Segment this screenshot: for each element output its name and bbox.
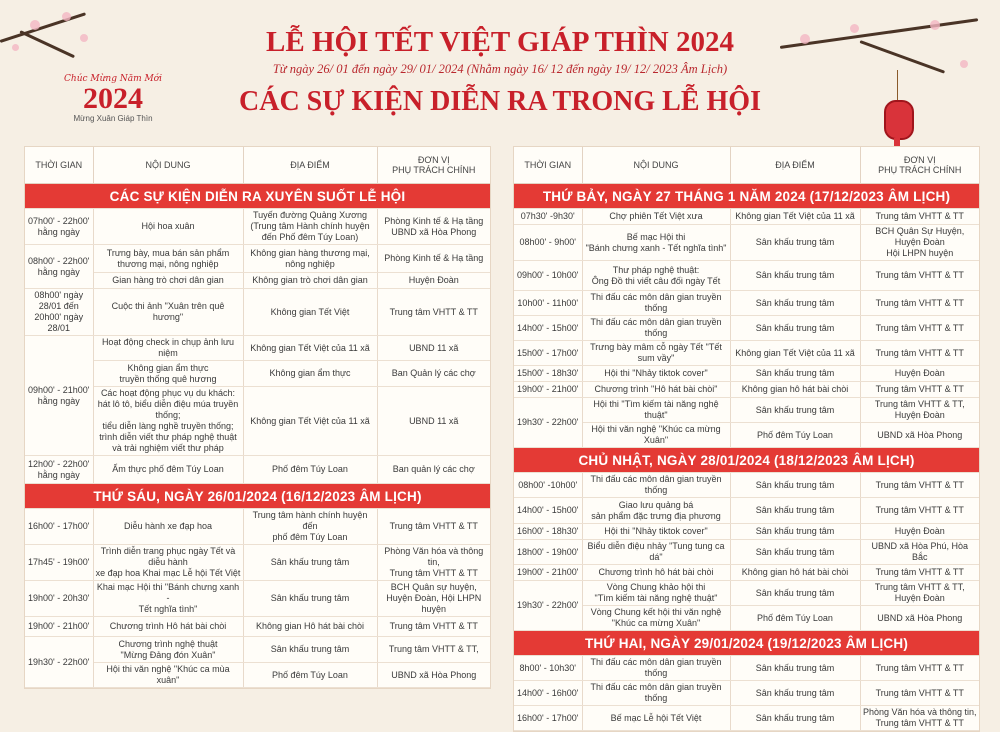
event-place: Phố đêm Túy Loan [243, 456, 377, 484]
event-unit: Trung tâm VHTT & TT [860, 656, 979, 681]
table-row [514, 382, 979, 398]
event-time: 08h00' -10h00' [514, 473, 582, 498]
event-unit: Trung tâm VHTT & TT, [377, 637, 490, 663]
table-header-row [514, 147, 979, 184]
table-row [514, 225, 979, 261]
event-time: 16h00' - 18h30' [514, 524, 582, 540]
event-time: 09h00' - 21h00' hằng ngày [25, 336, 93, 456]
table-row [514, 498, 979, 524]
event-place: Trung tâm hành chính huyện đến phố đêm Túy Loan [243, 509, 377, 545]
section-title: THỨ HAI, NGÀY 29/01/2024 (19/12/2023 ÂM LỊCH) [514, 631, 979, 656]
table-row [25, 387, 490, 456]
table-row [514, 581, 979, 606]
event-time: 08h00' - 9h00' [514, 225, 582, 261]
col-content: NỘI DUNG [582, 147, 730, 184]
section-header [25, 184, 490, 209]
event-time: 15h00' - 18h30' [514, 366, 582, 382]
section-title: CÁC SỰ KIỆN DIỄN RA XUYÊN SUỐT LỄ HỘI [25, 184, 490, 209]
event-content: Chương trình Hô hát bài chòi [93, 617, 243, 637]
event-content: Thi đấu các môn dân gian truyền thống [582, 656, 730, 681]
event-place: Phố đêm Túy Loan [730, 606, 860, 631]
event-place: Không gian hô hát bài chòi [730, 565, 860, 581]
event-content: Ẩm thực phố đêm Túy Loan [93, 456, 243, 484]
event-content: Khai mạc Hội thi "Bánh chưng xanh - Tết nghĩa tình" [93, 581, 243, 617]
event-unit: UBND 11 xã [377, 387, 490, 456]
event-unit: UBND 11 xã [377, 336, 490, 361]
table-row [514, 524, 979, 540]
events-heading: CÁC SỰ KIỆN DIỄN RA TRONG LỄ HỘI [239, 86, 761, 117]
table-row [514, 261, 979, 291]
event-unit: Trung tâm VHTT & TT [377, 617, 490, 637]
col-unit: ĐƠN VỊ PHỤ TRÁCH CHÍNH [860, 147, 979, 184]
event-time: 09h00' - 10h00' [514, 261, 582, 291]
event-place: Tuyến đường Quảng Xương (Trung tâm Hành chính huyện đến Phố đêm Túy Loan) [243, 209, 377, 245]
table-row [514, 540, 979, 565]
event-content: Thư pháp nghệ thuật: Ông Đồ thi viết câu đối ngày Tết [582, 261, 730, 291]
event-unit: Trung tâm VHTT & TT [860, 382, 979, 398]
event-place: Không gian Tết Việt [243, 289, 377, 336]
table-row [514, 341, 979, 366]
event-content: Chương trình hô hát bài chòi [582, 565, 730, 581]
table-row [514, 606, 979, 631]
section-title: CHỦ NHẬT, NGÀY 28/01/2024 (18/12/2023 ÂM LỊCH) [514, 448, 979, 473]
logo-caption: Mừng Xuân Giáp Thìn [73, 114, 153, 123]
event-unit: Trung tâm VHTT & TT [860, 473, 979, 498]
col-unit: ĐƠN VỊ PHỤ TRÁCH CHÍNH [377, 147, 490, 184]
event-place: Sân khấu trung tâm [730, 225, 860, 261]
col-place: ĐỊA ĐIỂM [243, 147, 377, 184]
event-time: 07h30' -9h30' [514, 209, 582, 225]
event-content: Vòng Chung kết hội thi văn nghệ "Khúc ca mừng Xuân" [582, 606, 730, 631]
event-time: 19h00' - 21h00' [514, 565, 582, 581]
table-row [25, 336, 490, 361]
schedule-panel-right [513, 146, 980, 732]
event-time: 8h00' - 10h30' [514, 656, 582, 681]
event-content: Hội thi văn nghệ "Khúc ca mùa xuân" [93, 663, 243, 688]
table-row [25, 456, 490, 484]
event-unit: BCH Quân Sự Huyện, Huyện Đoàn Hội LHPN huyện [860, 225, 979, 261]
section-header [514, 631, 979, 656]
event-content: Thi đấu các môn dân gian truyền thống [582, 291, 730, 316]
festival-dates: Từ ngày 26/ 01 đến ngày 29/ 01/ 2024 (Nhằm ngày 16/ 12 đến ngày 19/ 12/ 2023 Âm Lịch) [272, 62, 728, 76]
event-unit: Trung tâm VHTT & TT [860, 261, 979, 291]
event-time: 19h30' - 22h00' [514, 398, 582, 448]
table-row [25, 273, 490, 289]
table-row [25, 209, 490, 245]
event-place: Không gian ẩm thực [243, 361, 377, 387]
event-time: 15h00' - 17h00' [514, 341, 582, 366]
event-place: Sân khấu trung tâm [730, 681, 860, 706]
event-content: Cuộc thi ảnh "Xuân trên quê hương" [93, 289, 243, 336]
event-place: Không gian trò chơi dân gian [243, 273, 377, 289]
table-row [514, 565, 979, 581]
event-content: Diễu hành xe đạp hoa [93, 509, 243, 545]
event-unit: Trung tâm VHTT & TT [860, 565, 979, 581]
section-header [514, 448, 979, 473]
event-place: Sân khấu trung tâm [730, 291, 860, 316]
event-unit: UBND xã Hòa Phong [860, 606, 979, 631]
event-content: Hội thi "Nhảy tiktok cover" [582, 524, 730, 540]
event-place: Sân khấu trung tâm [730, 656, 860, 681]
event-content: Giao lưu quảng bá sản phẩm đặc trưng địa phương [582, 498, 730, 524]
event-time: 10h00' - 11h00' [514, 291, 582, 316]
event-content: Trưng bày mâm cỗ ngày Tết "Tết sum vầy" [582, 341, 730, 366]
table-row [25, 245, 490, 273]
event-place: Sân khấu trung tâm [730, 524, 860, 540]
table-row [514, 398, 979, 423]
event-unit: Phòng Văn hóa và thông tin, Trung tâm VHTT & TT [860, 706, 979, 731]
event-place: Sân khấu trung tâm [243, 545, 377, 581]
event-place: Sân khấu trung tâm [730, 473, 860, 498]
section-header [514, 184, 979, 209]
table-row [514, 423, 979, 448]
section-title: THỨ SÁU, NGÀY 26/01/2024 (16/12/2023 ÂM LỊCH) [25, 484, 490, 509]
table-header-row [25, 147, 490, 184]
schedule-table-left [25, 147, 490, 688]
event-unit: Trung tâm VHTT & TT [860, 209, 979, 225]
event-unit: Trung tâm VHTT & TT, Huyện Đoàn [860, 398, 979, 423]
event-time: 14h00' - 15h00' [514, 316, 582, 341]
event-place: Sân khấu trung tâm [243, 637, 377, 663]
table-row [514, 706, 979, 731]
event-content: Hội thi "Tìm kiếm tài năng nghệ thuật" [582, 398, 730, 423]
event-content: Thi đấu các môn dân gian truyền thống [582, 681, 730, 706]
section-header [25, 484, 490, 509]
event-unit: Phòng Kinh tế & Hạ tầng [377, 245, 490, 273]
event-place: Không gian Hô hát bài chòi [243, 617, 377, 637]
event-content: Bế mạc Hội thi "Bánh chưng xanh - Tết nghĩa tình" [582, 225, 730, 261]
table-row [25, 509, 490, 545]
table-row [25, 289, 490, 336]
table-row [514, 291, 979, 316]
event-place: Không gian hàng thương mại, nông nghiệp [243, 245, 377, 273]
event-content: Chương trình nghệ thuật "Mừng Đảng đón Xuân" [93, 637, 243, 663]
table-row [25, 637, 490, 663]
festival-title: LỄ HỘI TẾT VIỆT GIÁP THÌN 2024 [266, 26, 734, 58]
event-unit: Trung tâm VHTT & TT [377, 289, 490, 336]
event-time: 14h00' - 16h00' [514, 681, 582, 706]
logo-year: 2024 [83, 82, 143, 115]
event-unit: Phòng Văn hóa và thông tin, Trung tâm VHTT & TT [377, 545, 490, 581]
event-content: Trưng bày, mua bán sản phẩm thương mại, nông nghiệp [93, 245, 243, 273]
event-time: 16h00' - 17h00' [25, 509, 93, 545]
event-place: Phố đêm Túy Loan [730, 423, 860, 448]
table-row [25, 663, 490, 688]
event-place: Sân khấu trung tâm [730, 398, 860, 423]
event-place: Không gian Tết Việt của 11 xã [243, 387, 377, 456]
event-content: Chương trình "Hô hát bài chòi" [582, 382, 730, 398]
col-place: ĐỊA ĐIỂM [730, 147, 860, 184]
table-row [25, 581, 490, 617]
event-unit: BCH Quân sự huyện, Huyện Đoàn, Hội LHPN huyện [377, 581, 490, 617]
event-place: Sân khấu trung tâm [730, 316, 860, 341]
event-content: Vòng Chung khảo hội thi "Tìm kiếm tài năng nghệ thuật" [582, 581, 730, 606]
event-content: Trình diễn trang phục ngày Tết và diễu hành xe đạp hoa Khai mạc Lễ hội Tết Việt [93, 545, 243, 581]
event-unit: Huyện Đoàn [860, 524, 979, 540]
col-time: THỜI GIAN [514, 147, 582, 184]
event-place: Phố đêm Túy Loan [243, 663, 377, 688]
event-place: Không gian Tết Việt của 11 xã [730, 209, 860, 225]
logo-greeting: Chúc Mừng Năm Mới [64, 74, 162, 84]
event-place: Sân khấu trung tâm [730, 581, 860, 606]
event-content: Thi đấu các môn dân gian truyền thống [582, 473, 730, 498]
event-time: 14h00' - 15h00' [514, 498, 582, 524]
event-place: Sân khấu trung tâm [730, 706, 860, 731]
event-content: Không gian ẩm thực truyền thống quê hương [93, 361, 243, 387]
table-row [514, 473, 979, 498]
event-content: Các hoạt động phục vụ du khách: hát lô tô, biểu diễn điệu múa truyền thống; tiểu diễn làng nghề truyền thống; trình diễn viết thư pháp nghệ thuật và trải nghiệm viết thư pháp [93, 387, 243, 456]
table-row [514, 316, 979, 341]
event-unit: Trung tâm VHTT & TT [377, 509, 490, 545]
event-unit: Trung tâm VHTT & TT [860, 498, 979, 524]
event-place: Sân khấu trung tâm [730, 498, 860, 524]
col-time: THỜI GIAN [25, 147, 93, 184]
event-place: Không gian Tết Việt của 11 xã [730, 341, 860, 366]
table-row [514, 656, 979, 681]
event-unit: UBND xã Hòa Phong [860, 423, 979, 448]
table-row [514, 366, 979, 382]
event-unit: Trung tâm VHTT & TT, Huyện Đoàn [860, 581, 979, 606]
event-unit: Trung tâm VHTT & TT [860, 341, 979, 366]
event-unit: Huyện Đoàn [860, 366, 979, 382]
event-time: 08h00' ngày 28/01 đến 20h00' ngày 28/01 [25, 289, 93, 336]
event-time: 19h30' - 22h00' [514, 581, 582, 631]
event-content: Hội hoa xuân [93, 209, 243, 245]
table-row [514, 209, 979, 225]
event-unit: Ban Quản lý các chợ [377, 361, 490, 387]
event-unit: Ban quản lý các chợ [377, 456, 490, 484]
event-unit: Trung tâm VHTT & TT [860, 316, 979, 341]
event-unit: UBND xã Hòa Phong [377, 663, 490, 688]
table-row [25, 361, 490, 387]
event-unit: Trung tâm VHTT & TT [860, 681, 979, 706]
event-time: 16h00' - 17h00' [514, 706, 582, 731]
event-content: Hoạt động check in chụp ảnh lưu niệm [93, 336, 243, 361]
event-unit: Phòng Kinh tế & Hạ tầng UBND xã Hòa Phong [377, 209, 490, 245]
event-place: Sân khấu trung tâm [730, 261, 860, 291]
event-content: Biểu diễn điệu nhảy "Tung tung ca dá" [582, 540, 730, 565]
schedule-table-right [514, 147, 979, 731]
event-time: 19h00' - 21h00' [25, 617, 93, 637]
event-content: Chợ phiên Tết Việt xưa [582, 209, 730, 225]
event-content: Thi đấu các môn dân gian truyền thống [582, 316, 730, 341]
event-time: 19h30' - 22h00' [25, 637, 93, 688]
event-place: Không gian hô hát bài chòi [730, 382, 860, 398]
event-place: Sân khấu trung tâm [730, 540, 860, 565]
event-time: 19h00' - 21h00' [514, 382, 582, 398]
new-year-logo [58, 74, 168, 123]
section-title: THỨ BẢY, NGÀY 27 THÁNG 1 NĂM 2024 (17/12/2023 ÂM LỊCH) [514, 184, 979, 209]
event-content: Hội thi văn nghệ "Khúc ca mừng Xuân" [582, 423, 730, 448]
schedule-panel-left [24, 146, 491, 689]
event-place: Sân khấu trung tâm [730, 366, 860, 382]
event-time: 18h00' - 19h00' [514, 540, 582, 565]
event-time: 12h00' - 22h00' hằng ngày [25, 456, 93, 484]
event-time: 08h00' - 22h00' hằng ngày [25, 245, 93, 289]
event-content: Gian hàng trò chơi dân gian [93, 273, 243, 289]
table-row [25, 545, 490, 581]
event-time: 17h45' - 19h00' [25, 545, 93, 581]
event-unit: UBND xã Hòa Phú, Hòa Bắc [860, 540, 979, 565]
event-place: Sân khấu trung tâm [243, 581, 377, 617]
event-content: Hội thi "Nhảy tiktok cover" [582, 366, 730, 382]
event-place: Không gian Tết Việt của 11 xã [243, 336, 377, 361]
table-row [25, 617, 490, 637]
col-content: NỘI DUNG [93, 147, 243, 184]
event-unit: Huyện Đoàn [377, 273, 490, 289]
event-content: Bế mạc Lễ hội Tết Việt [582, 706, 730, 731]
event-time: 19h00' - 20h30' [25, 581, 93, 617]
table-row [514, 681, 979, 706]
event-unit: Trung tâm VHTT & TT [860, 291, 979, 316]
event-time: 07h00' - 22h00' hằng ngày [25, 209, 93, 245]
